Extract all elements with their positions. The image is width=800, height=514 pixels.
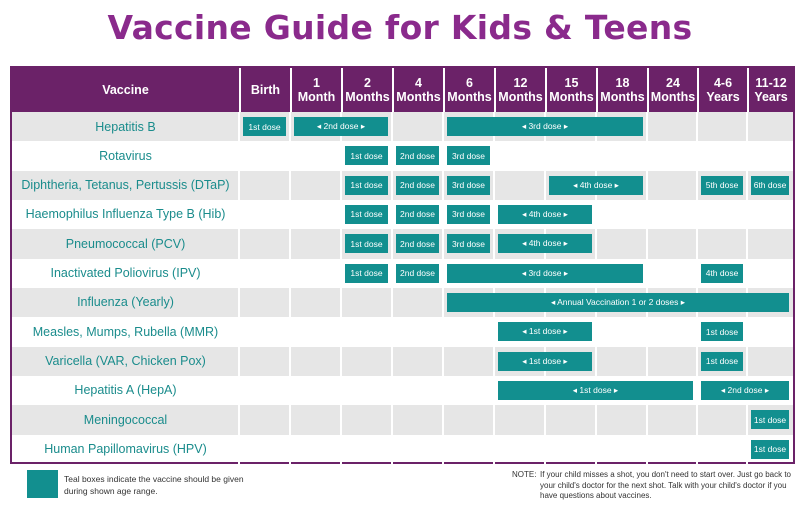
header-vaccine: Vaccine [102,83,149,97]
vaccine-name: Hepatitis B [95,119,156,134]
vaccine-name: Varicella (VAR, Chicken Pox) [45,354,206,369]
header-age-0: Birth [239,68,290,112]
dose-bar: 2nd dose [396,264,439,283]
dose-bar: 5th dose [701,176,743,195]
dose-bar: 2nd dose [396,234,439,253]
vaccine-name: Rotavirus [99,148,152,163]
column-divider [746,112,748,464]
dose-bar: 1st dose [345,234,388,253]
dose-bar: ◂ 4th dose ▸ [498,205,592,224]
column-divider [391,112,393,464]
dose-bar: ◂ Annual Vaccination 1 or 2 doses ▸ [447,293,789,312]
dose-bar: 3rd dose [447,234,490,253]
dose-bar: 1st dose [345,176,388,195]
header-age-6: 15 Months [545,68,596,112]
dose-bar: ◂ 2nd dose ▸ [294,117,388,136]
dose-bar: ◂ 1st dose ▸ [498,352,592,371]
vaccine-name: Measles, Mumps, Rubella (MMR) [32,324,219,339]
vaccine-name: Pneumococcal (PCV) [65,236,186,251]
dose-bar: ◂ 2nd dose ▸ [701,381,789,400]
vaccine-schedule-table [10,66,795,464]
vaccine-name: Diphtheria, Tetanus, Pertussis (DTaP) [21,178,230,193]
column-divider [238,112,240,464]
vaccine-name: Human Papillomavirus (HPV) [44,442,207,457]
header-age-10: 11-12 Years [747,68,793,112]
dose-bar: 1st dose [751,410,789,429]
dose-bar: ◂ 1st dose ▸ [498,322,592,341]
column-divider [696,112,698,464]
dose-bar: 1st dose [345,264,388,283]
header-age-8: 24 Months [647,68,697,112]
dose-bar: 2nd dose [396,176,439,195]
column-divider [340,112,342,464]
note-label: NOTE: [512,470,537,479]
dose-bar: 3rd dose [447,176,490,195]
legend-swatch [27,470,58,498]
header-age-1: 1 Month [290,68,341,112]
dose-bar: 3rd dose [447,205,490,224]
column-divider [442,112,444,464]
dose-bar: ◂ 1st dose ▸ [498,381,693,400]
dose-bar: 1st dose [701,352,743,371]
dose-bar: 6th dose [751,176,789,195]
legend-text: Teal boxes indicate the vaccine should be given during shown age range. [64,474,244,496]
vaccine-name: Meningococcal [83,412,168,427]
header-age-9: 4-6 Years [697,68,747,112]
vaccine-name: Inactivated Poliovirus (IPV) [50,266,201,281]
column-divider [646,112,648,464]
page-title: Vaccine Guide for Kids & Teens [107,8,693,47]
column-divider [289,112,291,464]
column-divider [493,112,495,464]
dose-bar: 1st dose [345,205,388,224]
dose-bar: 1st dose [701,322,743,341]
dose-bar: 4th dose [701,264,743,283]
dose-bar: 2nd dose [396,146,439,165]
header-age-5: 12 Months [494,68,545,112]
dose-bar: 1st dose [751,440,789,459]
dose-bar: 1st dose [243,117,286,136]
dose-bar: ◂ 3rd dose ▸ [447,117,643,136]
vaccine-name: Influenza (Yearly) [77,295,174,310]
column-divider [595,112,597,464]
header-age-2: 2 Months [341,68,392,112]
note-text: If your child misses a shot, you don't need to start over. Just go back to your child's doctor for the next shot. Talk with your child's doctor if you have questions about vaccines. [540,470,791,500]
dose-bar: 2nd dose [396,205,439,224]
header-age-3: 4 Months [392,68,443,112]
dose-bar: ◂ 4th dose ▸ [498,234,592,253]
dose-bar: 3rd dose [447,146,490,165]
header-age-4: 6 Months [443,68,494,112]
dose-bar: ◂ 3rd dose ▸ [447,264,643,283]
dose-bar: 1st dose [345,146,388,165]
header-age-7: 18 Months [596,68,647,112]
table-header [12,68,793,112]
column-divider [544,112,546,464]
vaccine-name: Haemophilus Influenza Type B (Hib) [25,207,226,222]
vaccine-name: Hepatitis A (HepA) [74,383,177,398]
dose-bar: ◂ 4th dose ▸ [549,176,643,195]
